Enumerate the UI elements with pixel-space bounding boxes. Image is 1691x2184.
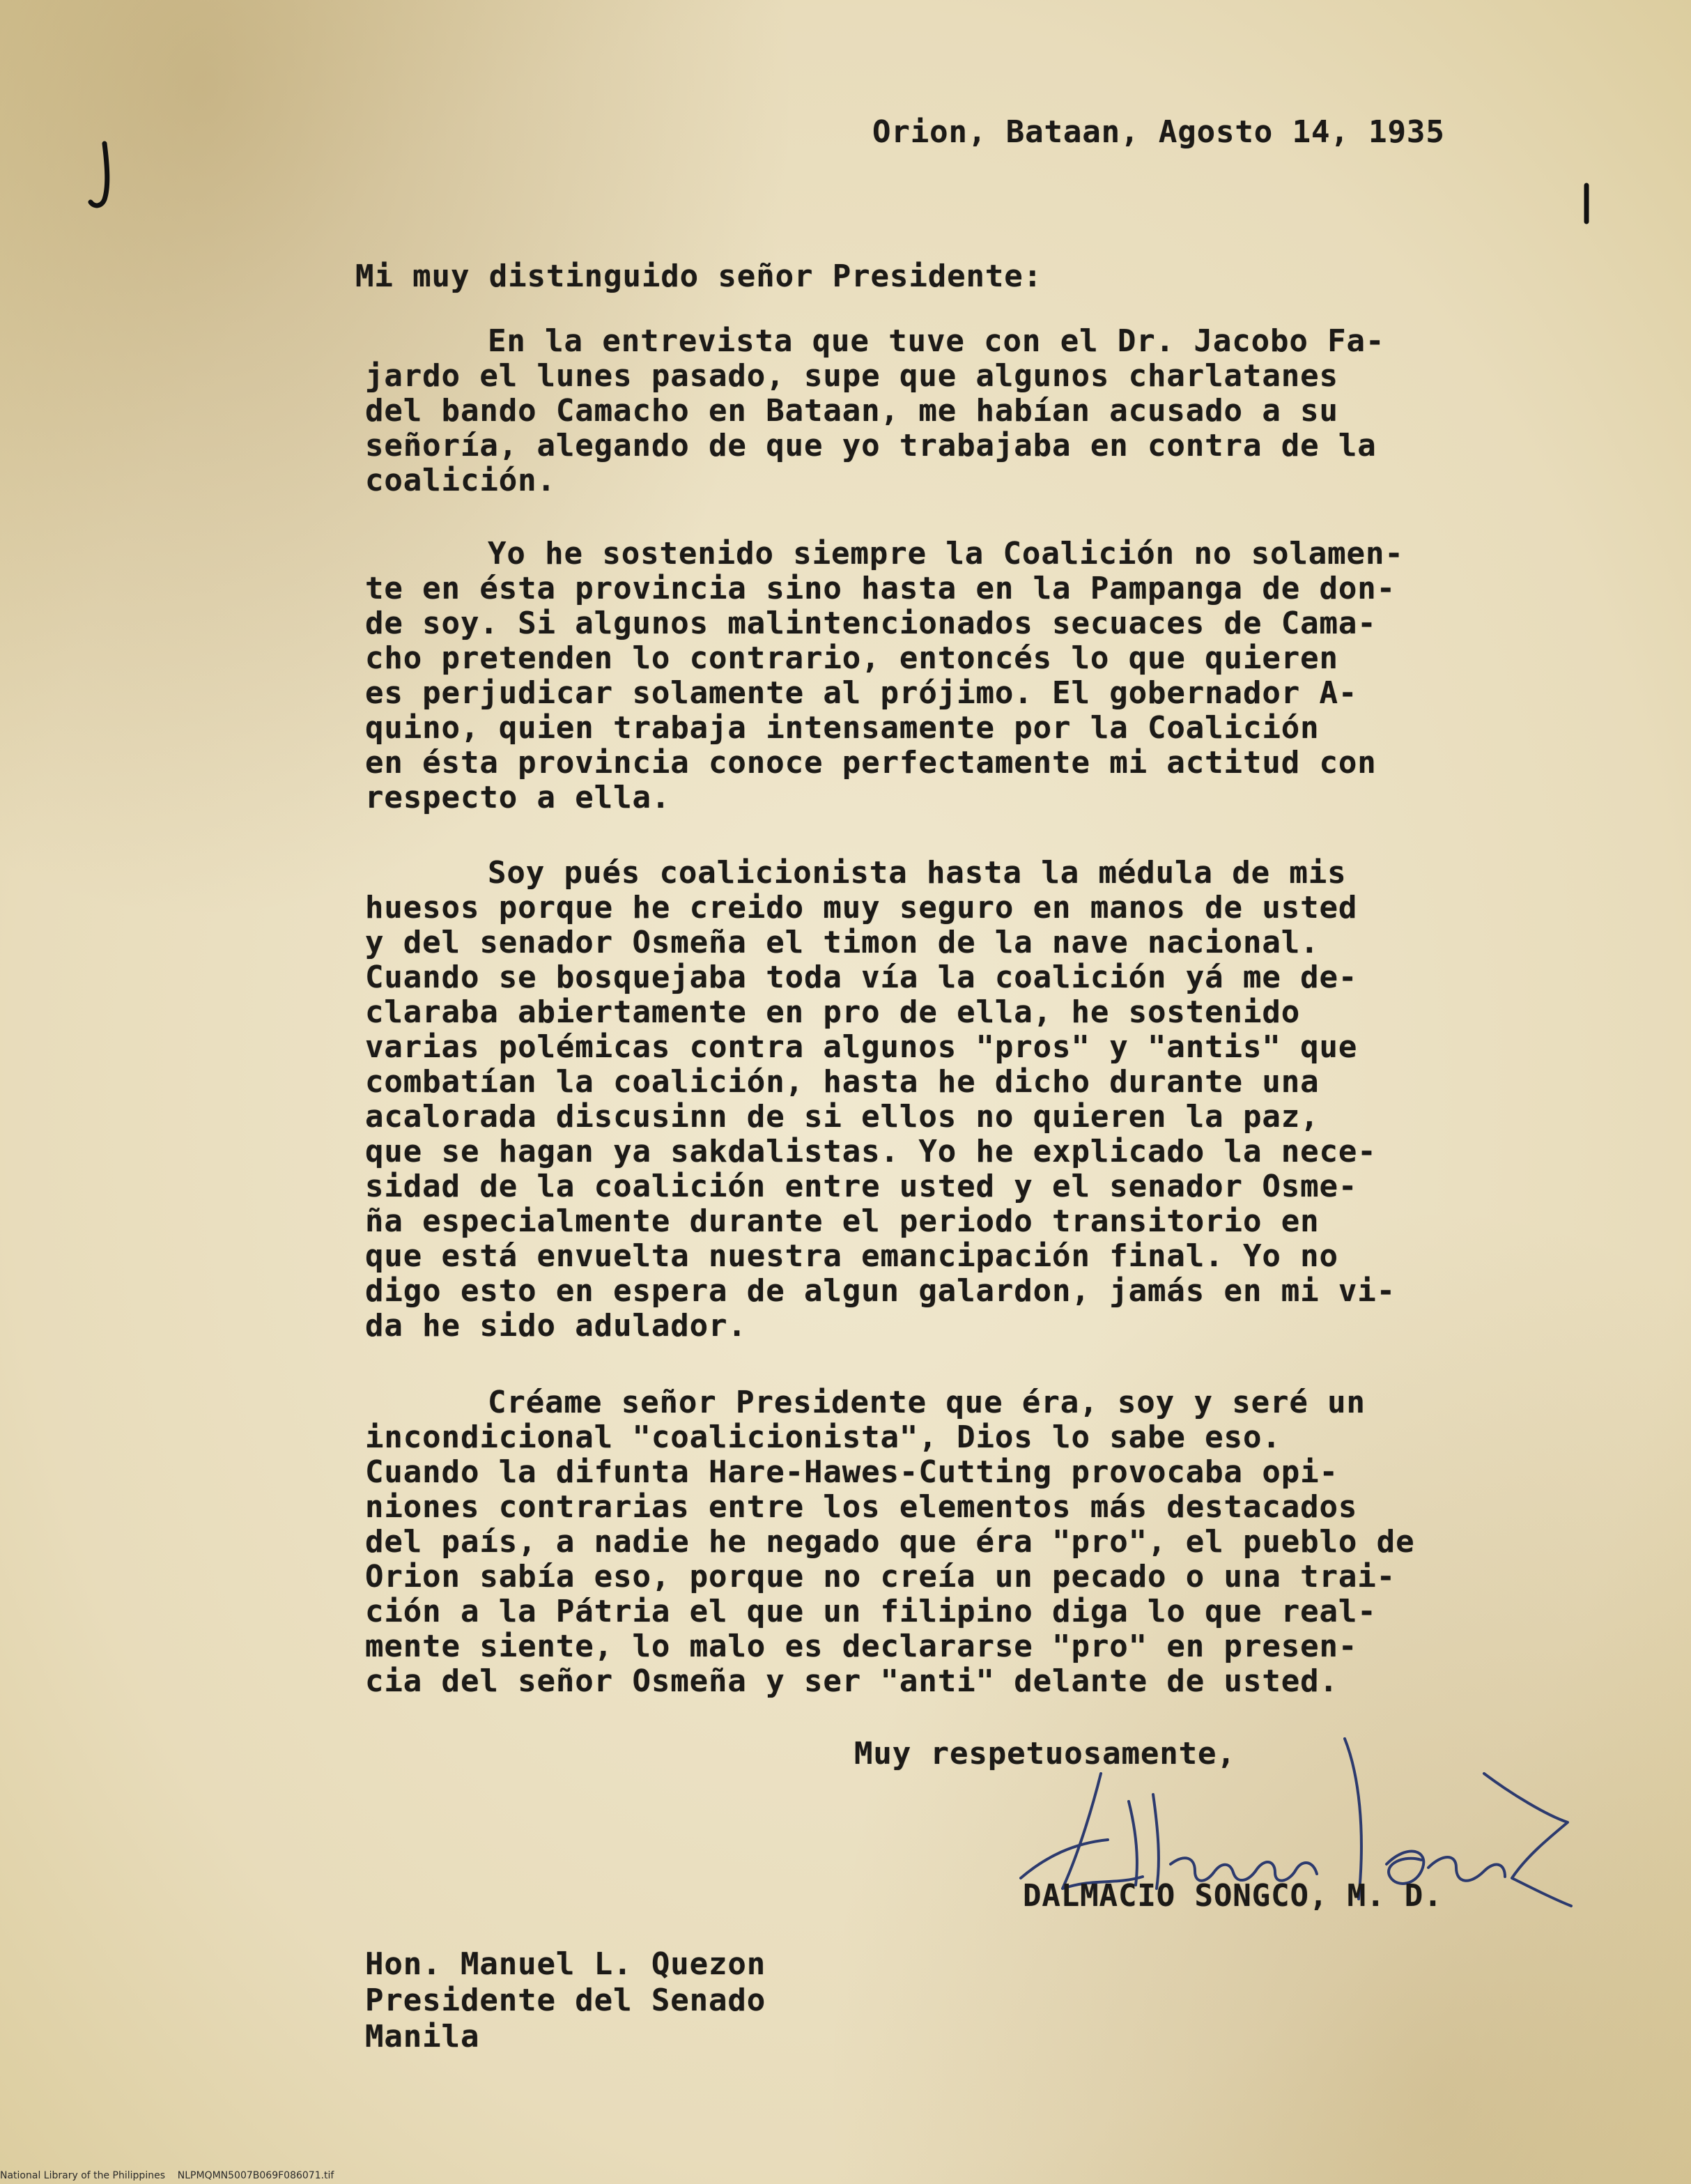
paragraph-line: claraba abiertamente en pro de ella, he sostenido — [365, 994, 1301, 1030]
paragraph-line: Cuando la difunta Hare-Hawes-Cutting provocaba opi- — [365, 1454, 1338, 1490]
paragraph-2 — [365, 537, 1404, 815]
paragraph-line: que está envuelta nuestra emancipación final. Yo no — [365, 1238, 1338, 1274]
paragraph-line: jardo el lunes pasado, supe que algunos charlatanes — [365, 358, 1338, 394]
paragraph-4 — [365, 1385, 1414, 1699]
paragraph-line: niones contrarias entre los elementos más destacados — [365, 1489, 1358, 1525]
paragraph-line: ña especialmente durante el periodo transitorio en — [365, 1203, 1320, 1239]
paragraph-line: Yo he sostenido siempre la Coalición no solamen- — [488, 536, 1404, 571]
addressee-line: Hon. Manuel L. Quezon — [365, 1946, 766, 1982]
paragraph-line: cia del señor Osmeña y ser "anti" delante de usted. — [365, 1663, 1338, 1699]
paragraph-line: del país, a nadie he negado que éra "pro", el pueblo de — [365, 1524, 1415, 1560]
handwritten-mark-icon — [77, 138, 132, 215]
paragraph-line: incondicional "coalicionista", Dios lo sabe eso. — [365, 1420, 1281, 1455]
paragraph-line: señoría, alegando de que yo trabajaba en contra de la — [365, 428, 1377, 463]
paragraph-3 — [365, 856, 1396, 1344]
addressee-line: Manila — [365, 2019, 480, 2054]
salutation: Mi muy distinguido señor Presidente: — [355, 259, 1043, 294]
paragraph-line: digo esto en espera de algun galardon, jamás en mi vi- — [365, 1273, 1396, 1309]
paragraph-line: respecto a ella. — [365, 780, 671, 815]
paragraph-line: acalorada discusinn de si ellos no quieren la paz, — [365, 1099, 1320, 1135]
margin-tick-icon — [1583, 183, 1590, 224]
paragraph-line: combatían la coalición, hasta he dicho durante una — [365, 1064, 1320, 1100]
paragraph-line: Orion sabía eso, porque no creía un pecado o una trai- — [365, 1559, 1396, 1594]
paragraph-line: de soy. Si algunos malintencionados secuaces de Cama- — [365, 606, 1377, 641]
archive-footer: National Library of the Philippines NLPMQMN5007B069F086071.tif — [0, 2170, 334, 2181]
signer-name: DALMACIO SONGCO, M. D. — [1023, 1878, 1443, 1914]
closing: Muy respetuosamente, — [854, 1736, 1236, 1771]
addressee-line: Presidente del Senado — [365, 1983, 766, 2018]
paragraph-line: da he sido adulador. — [365, 1308, 747, 1344]
paragraph-line: Créame señor Presidente que éra, soy y seré un — [488, 1385, 1366, 1420]
paragraph-line: mente siente, lo malo es declararse "pro" en presen- — [365, 1629, 1358, 1664]
paragraph-line: en ésta provincia conoce perfectamente mi actitud con — [365, 745, 1377, 780]
paragraph-line: huesos porque he creido muy seguro en manos de usted — [365, 890, 1358, 925]
paragraph-line: sidad de la coalición entre usted y el senador Osme- — [365, 1169, 1358, 1204]
paragraph-line: coalición. — [365, 463, 556, 498]
paragraph-line: del bando Camacho en Bataan, me habían acusado a su — [365, 393, 1338, 429]
paragraph-line: En la entrevista que tuve con el Dr. Jacobo Fa- — [488, 323, 1385, 359]
paragraph-line: ción a la Pátria el que un filipino diga lo que real- — [365, 1594, 1377, 1629]
paragraph-line: es perjudicar solamente al prójimo. El gobernador A- — [365, 675, 1358, 711]
paragraph-1 — [365, 324, 1384, 498]
addressee-block — [365, 1947, 766, 2056]
paragraph-line: varias polémicas contra algunos "pros" y "antis" que — [365, 1029, 1358, 1065]
paragraph-line: y del senador Osmeña el timon de la nave nacional. — [365, 925, 1320, 960]
paragraph-line: quino, quien trabaja intensamente por la Coalición — [365, 710, 1320, 746]
paragraph-line: te en ésta provincia sino hasta en la Pampanga de don- — [365, 571, 1396, 606]
paragraph-line: Cuando se bosquejaba toda vía la coalición yá me de- — [365, 960, 1358, 995]
paragraph-line: cho pretenden lo contrario, entoncés lo que quieren — [365, 640, 1338, 676]
paragraph-line: Soy pués coalicionista hasta la médula de mis — [488, 855, 1347, 891]
paragraph-line: que se hagan ya sakdalistas. Yo he explicado la nece- — [365, 1134, 1377, 1169]
place-date: Orion, Bataan, Agosto 14, 1935 — [872, 114, 1445, 150]
